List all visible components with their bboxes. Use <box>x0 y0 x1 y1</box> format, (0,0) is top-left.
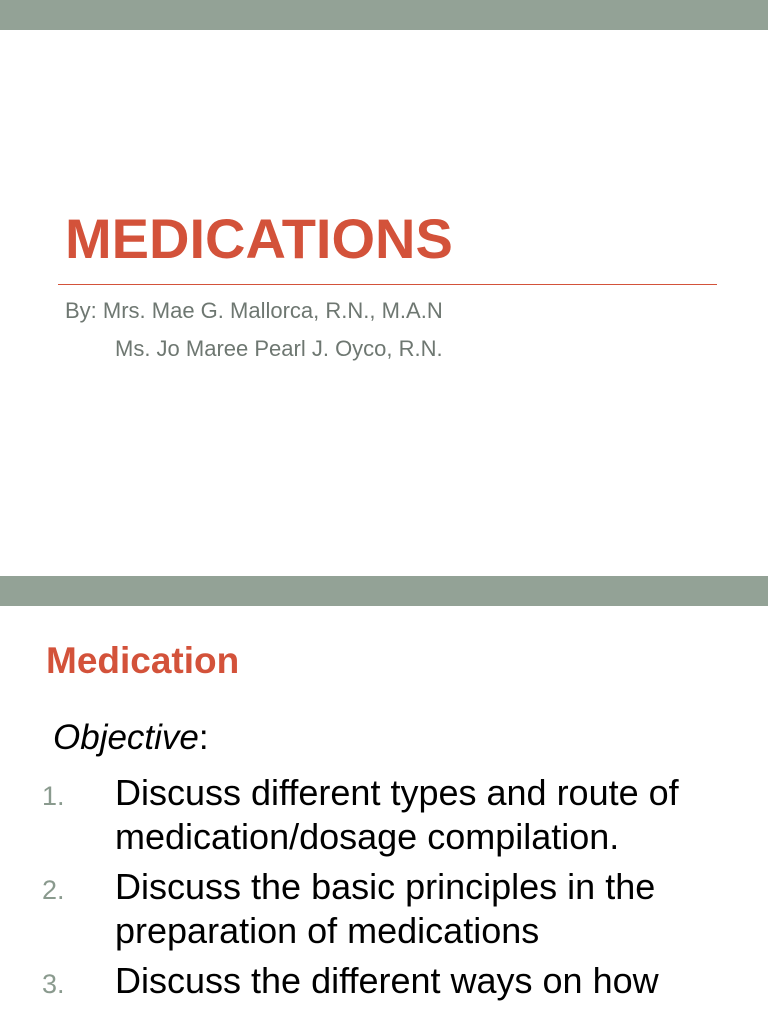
slide-separator-band <box>0 576 768 606</box>
objective-item <box>0 771 768 859</box>
objective-label: Objective <box>53 718 199 757</box>
objective-text: Discuss the different ways on how <box>115 960 659 1001</box>
objective-number: 1. <box>42 781 65 811</box>
objective-text: Discuss the basic principles in the preparation of medications <box>115 866 656 951</box>
slide-title: MEDICATIONS <box>65 207 453 270</box>
objective-list <box>0 771 768 1009</box>
objective-item <box>0 865 768 953</box>
objective-number: 3. <box>42 969 65 999</box>
objective-item <box>0 959 768 1003</box>
author-line-1: By: Mrs. Mae G. Mallorca, R.N., M.A.N <box>65 298 443 323</box>
objective-colon: : <box>198 718 209 757</box>
title-divider <box>58 284 717 285</box>
objective-text: Discuss different types and route of medication/dosage compilation. <box>115 772 679 857</box>
objective-heading <box>53 718 209 758</box>
section-title: Medication <box>46 640 240 681</box>
author-line-2: Ms. Jo Maree Pearl J. Oyco, R.N. <box>115 336 443 361</box>
objective-number: 2. <box>42 875 65 905</box>
top-decorative-band <box>0 0 768 30</box>
